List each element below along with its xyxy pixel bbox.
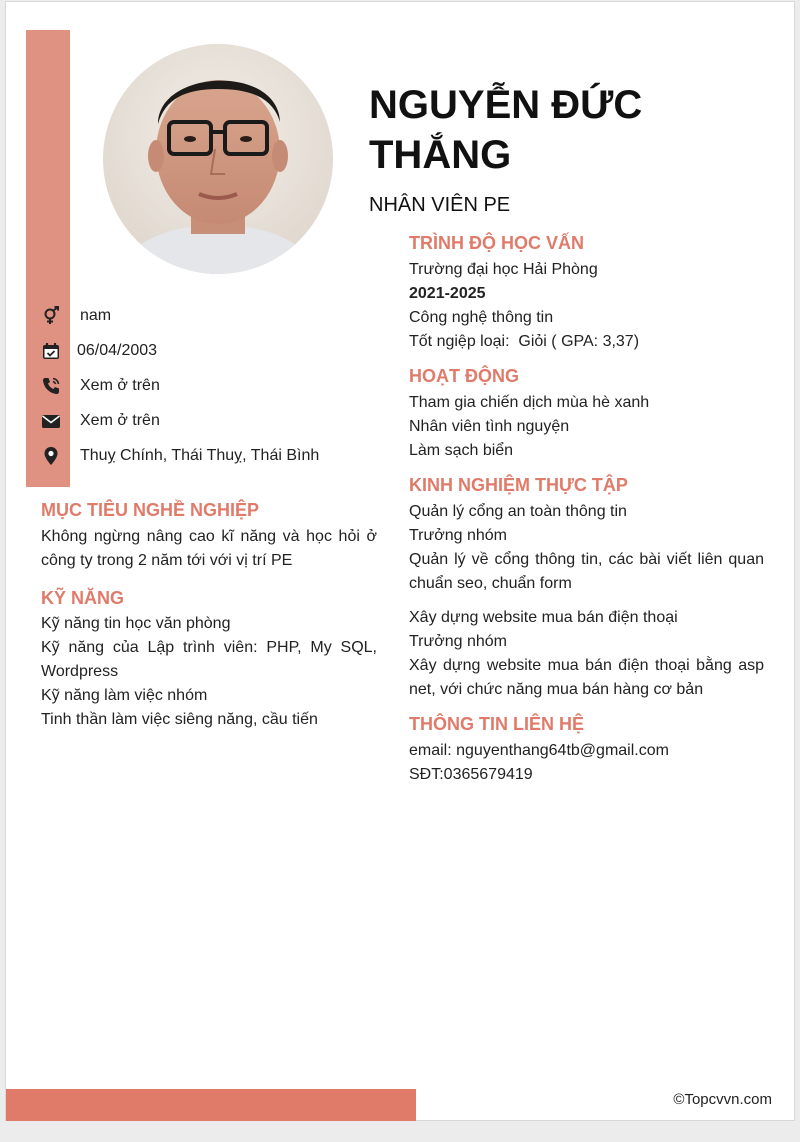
location-icon	[40, 445, 62, 467]
skills-list	[41, 612, 377, 732]
contact-phone: SĐT:0365679419	[409, 766, 533, 783]
education-block	[409, 258, 764, 354]
info-gender-text: nam	[80, 306, 112, 324]
info-email-text: Xem ở trên	[80, 411, 160, 429]
info-phone-text: Xem ở trên	[80, 376, 160, 394]
info-email	[40, 403, 319, 438]
activity-item: Tham gia chiến dịch mùa hè xanh	[409, 394, 650, 411]
email-icon	[40, 410, 62, 432]
candidate-position: NHÂN VIÊN PE	[369, 194, 511, 216]
activities-title: HOẠT ĐỘNG	[409, 366, 519, 386]
internship-entry	[409, 500, 764, 596]
info-address-text: Thuỵ Chính, Thái Thuỵ, Thái Bình	[80, 446, 320, 464]
personal-info-list	[40, 298, 319, 473]
internship-role: Trưởng nhóm	[409, 633, 507, 650]
info-address	[40, 438, 319, 473]
education-years: 2021-2025	[409, 285, 486, 302]
internship-project: Quản lý cổng an toàn thông tin	[409, 503, 627, 520]
skill-item: Kỹ năng của Lập trình viên: PHP, My SQL, Wordpress	[41, 639, 377, 680]
copyright-text: ©Topcvvn.com	[673, 1091, 772, 1108]
internship-role: Trưởng nhóm	[409, 527, 507, 544]
contact-block	[409, 739, 764, 787]
education-title: TRÌNH ĐỘ HỌC VẤN	[409, 233, 584, 253]
phone-icon	[40, 375, 62, 397]
cv-page	[5, 1, 795, 1121]
avatar	[103, 44, 333, 274]
calendar-icon	[40, 340, 62, 362]
objective-title: MỤC TIÊU NGHỀ NGHIỆP	[41, 500, 260, 520]
skill-item: Kỹ năng làm việc nhóm	[41, 687, 208, 704]
internship-project: Xây dựng website mua bán điện thoại	[409, 609, 678, 626]
internship-desc: Quản lý về cổng thông tin, các bài viết liên quan chuẩn seo, chuẩn form	[409, 551, 764, 592]
education-school: Trường đại học Hải Phòng	[409, 261, 598, 278]
education-grade: Tốt ngiệp loại: Giỏi ( GPA: 3,37)	[409, 333, 640, 350]
skill-item: Kỹ năng tin học văn phòng	[41, 615, 231, 632]
activities-list	[409, 391, 764, 463]
internship-entry	[409, 606, 764, 702]
objective-text: Không ngừng nâng cao kĩ năng và học hỏi ở công ty trong 2 năm tới với vị trí PE	[41, 528, 377, 569]
activity-item: Nhân viên tình nguyện	[409, 418, 570, 435]
footer-accent-bar	[6, 1089, 416, 1121]
internship-desc: Xây dựng website mua bán điện thoại bằng asp net, với chức năng mua bán hàng cơ bản	[409, 657, 764, 698]
skill-item: Tinh thần làm việc siêng năng, cầu tiến	[41, 711, 318, 728]
education-major: Công nghệ thông tin	[409, 309, 554, 326]
info-birthday	[40, 333, 319, 368]
info-birthday-text: 06/04/2003	[77, 341, 158, 359]
skills-title: KỸ NĂNG	[41, 588, 125, 608]
internship-title: KINH NGHIỆM THỰC TẬP	[409, 475, 628, 495]
info-phone	[40, 368, 319, 403]
activity-item: Làm sạch biển	[409, 442, 514, 459]
gender-icon	[40, 305, 62, 327]
avatar-photo	[103, 44, 333, 274]
contact-title: THÔNG TIN LIÊN HỆ	[409, 714, 584, 734]
candidate-name: NGUYỄN ĐỨC THẮNG	[369, 83, 643, 177]
info-gender	[40, 298, 319, 333]
contact-email: email: nguyenthang64tb@gmail.com	[409, 742, 669, 759]
